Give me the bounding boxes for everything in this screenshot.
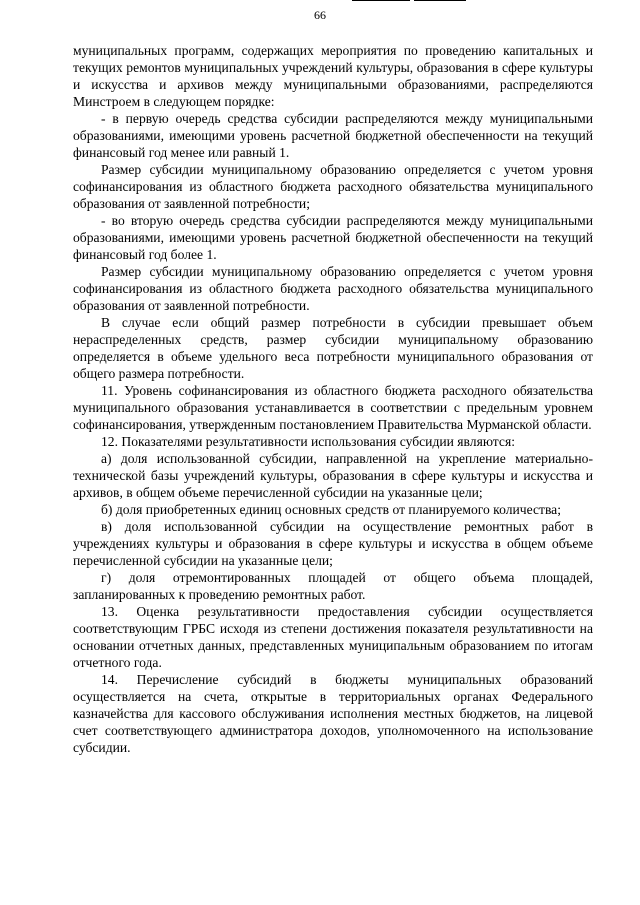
paragraph-continuation: муниципальных программ, содержащих мероприятия по проведению капитальных и текущих ремонтов муниципальных учреждений культуры, образования в сфере культуры и искусства и архивов между муниципальными образованиями, распределяются Минстроем в следующем порядке: <box>73 43 593 109</box>
paragraph-indicator-g: г) доля отремонтированных площадей от общего объема площадей, запланированных к проведению ремонтных работ. <box>73 570 593 602</box>
document-body <box>73 42 593 756</box>
paragraph-item-12: 12. Показателями результативности использования субсидии являются: <box>101 434 515 449</box>
top-edge-marks <box>0 0 640 3</box>
paragraph-indicator-a: а) доля использованной субсидии, направленной на укрепление материально-технической базы учреждений культуры, образования в сфере культуры и искусства и архивов, в общем объеме перечисленной субсидии на указанные цели; <box>73 451 593 500</box>
paragraph-item-13: 13. Оценка результативности предоставления субсидии осуществляется соответствующим ГРБС исходя из степени достижения показателя результативности на основании отчетных данных, представленных муниципальным образованием по итогам отчетного года. <box>73 604 593 670</box>
page-number: 66 <box>314 8 326 22</box>
paragraph-subsidy-size-2: Размер субсидии муниципальному образованию определяется с учетом уровня софинансирования из областного бюджета расходного обязательства муниципального образования от заявленной потребности. <box>73 264 593 313</box>
paragraph-indicator-v: в) доля использованной субсидии на осуществление ремонтных работ в учреждениях культуры и образования в сфере культуры и искусства в общем объеме перечисленной субсидии на указанные цели; <box>73 519 593 568</box>
paragraph-item-14: 14. Перечисление субсидий в бюджеты муниципальных образований осуществляется на счета, открытые в территориальных органах Федерального казначейства для кассового обслуживания исполнения местных бюджетов, на лицевой счет соответствующего администратора доходов, уполномоченного на использование субсидии. <box>73 672 593 755</box>
paragraph-indicator-b: б) доля приобретенных единиц основных средств от планируемого количества; <box>101 502 561 517</box>
paragraph-subsidy-size-1: Размер субсидии муниципальному образованию определяется с учетом уровня софинансирования из областного бюджета расходного обязательства муниципального образования от заявленной потребности; <box>73 162 593 211</box>
paragraph-second-priority: - во вторую очередь средства субсидии распределяются между муниципальными образованиями, имеющими уровень расчетной бюджетной обеспеченности на текущий финансовый год более 1. <box>73 213 593 262</box>
paragraph-first-priority: - в первую очередь средства субсидии распределяются между муниципальными образованиями, имеющими уровень расчетной бюджетной обеспеченности на текущий финансовый год менее или равный 1. <box>73 111 593 160</box>
paragraph-item-11: 11. Уровень софинансирования из областного бюджета расходного обязательства муниципального образования устанавливается в соответствии с предельным уровнем софинансирования, утвержденным постановлением Правительства Мурманской области. <box>73 383 593 432</box>
paragraph-excess-demand: В случае если общий размер потребности в субсидии превышает объем нераспределенных средств, размер субсидии муниципальному образованию определяется в объеме удельного веса потребности муниципального образования от общего размера потребности. <box>73 315 593 381</box>
